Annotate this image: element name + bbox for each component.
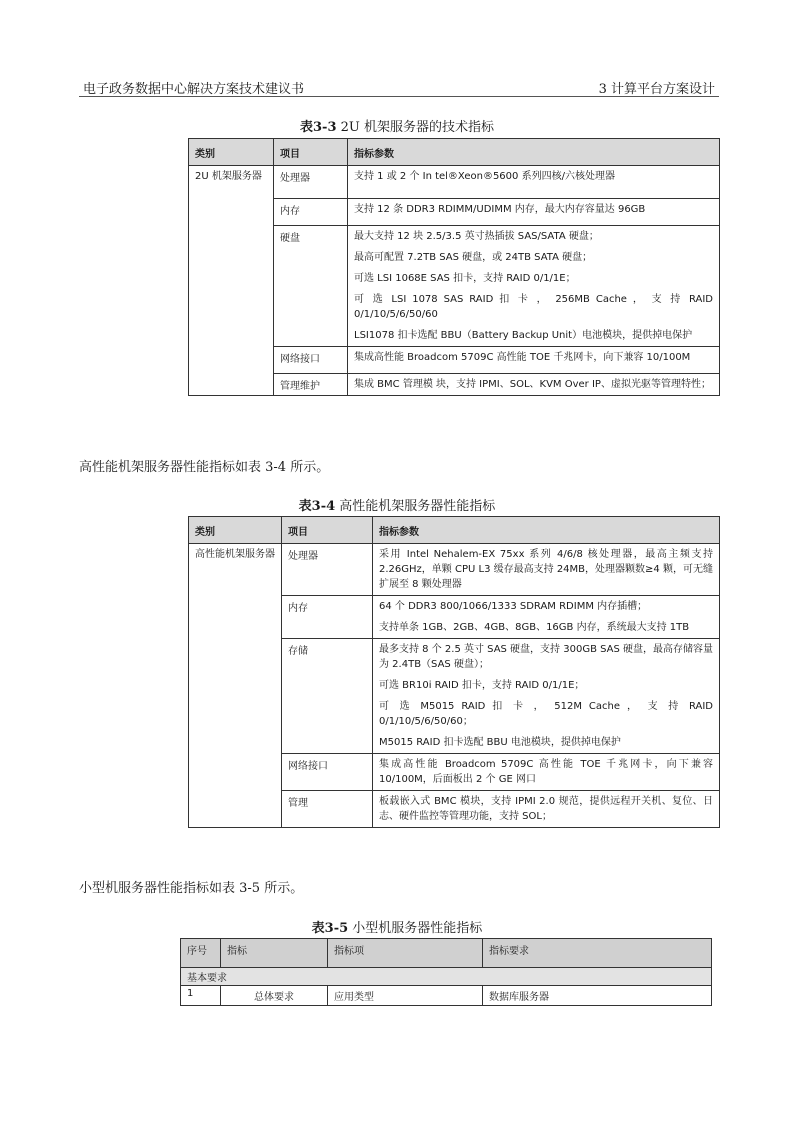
item-cell: 网络接口 [274, 347, 348, 374]
item-cell: 网络接口 [282, 754, 373, 791]
header-params: 指标参数 [373, 517, 720, 544]
item-cell: 内存 [282, 596, 373, 639]
requirement-cell: 数据库服务器 [483, 986, 712, 1006]
param-line: 支持 12 条 DDR3 RDIMM/UDIMM 内存，最大内存容量达 96GB [354, 204, 646, 215]
item-cell: 管理 [282, 791, 373, 828]
params-cell [373, 754, 720, 791]
caption-number: 表3-4 [298, 499, 336, 514]
param-line: 可 选 M5015 RAID 扣 卡 ， 512M Cache ， 支 持 RAID 0/1/10/5/6/50/60； [379, 701, 713, 727]
param-line: 板载嵌入式 BMC 模块，支持 IPMI 2.0 规范，提供远程开关机、复位、日志、硬件监控等管理功能，支持 SOL； [379, 796, 713, 822]
param-line: 最多支持 8 个 2.5 英寸 SAS 硬盘，支持 300GB SAS 硬盘，最高存储容量为 2.4TB（SAS 硬盘）； [379, 644, 714, 670]
item-cell: 管理维护 [274, 374, 348, 396]
table-3-4 [188, 516, 720, 828]
caption-text: 2U 机架服务器的技术指标 [336, 120, 494, 135]
category-cell: 高性能机架服务器 [189, 544, 282, 828]
indicator-cell: 总体要求 [221, 986, 328, 1006]
table-3-3-caption [0, 116, 794, 135]
header-document-title: 电子政务数据中心解决方案技术建议书 [83, 82, 305, 97]
param-line: 采用 Intel Nehalem-EX 75xx 系列 4/6/8 核处理器，最高主频支持 2.26GHz，单颗 CPU L3 缓存最高支持 24MB，处理器颗数≥4 颗，可无缝扩展至 8 颗处理器 [379, 549, 713, 590]
params-cell [373, 596, 720, 639]
header-indicator-item: 指标项 [328, 939, 483, 968]
table-3-4-caption [0, 495, 794, 514]
caption-text: 小型机服务器性能指标 [348, 921, 483, 936]
param-line: 集成 BMC 管理模 块，支持 IPMI、SOL、KVM Over IP、虚拟光驱等管理特性； [354, 379, 711, 390]
header-requirement: 指标要求 [483, 939, 712, 968]
page-header [79, 78, 719, 97]
table-row [189, 166, 720, 199]
header-chapter-title: 3 计算平台方案设计 [598, 82, 715, 97]
params-cell [348, 226, 720, 347]
param-line: M5015 RAID 扣卡选配 BBU 电池模块，提供掉电保护 [379, 737, 621, 748]
caption-number: 表3-3 [300, 120, 337, 135]
params-cell [348, 374, 720, 396]
params-cell [373, 544, 720, 596]
item-cell: 硬盘 [274, 226, 348, 347]
params-cell [348, 199, 720, 226]
header-item: 项目 [274, 139, 348, 166]
section-basic-requirements: 基本要求 [181, 968, 712, 986]
caption-number: 表3-5 [311, 921, 349, 936]
table-3-5 [180, 938, 712, 1006]
header-category: 类别 [189, 517, 282, 544]
header-no: 序号 [181, 939, 221, 968]
param-line: 支持单条 1GB、2GB、4GB、8GB、16GB 内存，系统最大支持 1TB [379, 622, 690, 633]
params-cell [348, 166, 720, 199]
category-cell: 2U 机架服务器 [189, 166, 274, 396]
param-line: 可 选 LSI 1078 SAS RAID 扣 卡 ， 256MB Cache ， 支 持 RAID 0/1/10/5/6/50/60 [354, 294, 713, 320]
paragraph-table-3-5-intro: 小型机服务器性能指标如表 3-5 所示。 [79, 881, 304, 896]
table-row [189, 544, 720, 596]
params-cell [348, 347, 720, 374]
params-cell [373, 791, 720, 828]
table-header-row [189, 139, 720, 166]
paragraph-table-3-4-intro: 高性能机架服务器性能指标如表 3-4 所示。 [79, 460, 330, 475]
row-number: 1 [181, 986, 221, 1006]
section-row [181, 968, 712, 986]
indicator-item-cell: 应用类型 [328, 986, 483, 1006]
param-line: 最高可配置 7.2TB SAS 硬盘，或 24TB SATA 硬盘； [354, 252, 593, 263]
item-cell: 处理器 [274, 166, 348, 199]
param-line: 可选 LSI 1068E SAS 扣卡，支持 RAID 0/1/1E； [354, 273, 576, 284]
param-line: LSI1078 扣卡选配 BBU（Battery Backup Unit）电池模块，提供掉电保护 [354, 330, 693, 341]
params-cell [373, 639, 720, 754]
header-category: 类别 [189, 139, 274, 166]
param-line: 支持 1 或 2 个 In tel®Xeon®5600 系列四核/六核处理器 [354, 171, 615, 182]
table-3-5-caption [0, 917, 794, 936]
param-line: 集成高性能 Broadcom 5709C 高性能 TOE 千兆网卡，向下兼容 10/100M [354, 352, 691, 363]
param-line: 集成高性能 Broadcom 5709C 高性能 TOE 千兆网卡，向下兼容 10/100M，后面板出 2 个 GE 网口 [379, 759, 713, 785]
item-cell: 存储 [282, 639, 373, 754]
header-indicator: 指标 [221, 939, 328, 968]
table-header-row [181, 939, 712, 968]
header-params: 指标参数 [348, 139, 720, 166]
param-line: 64 个 DDR3 800/1066/1333 SDRAM RDIMM 内存插槽； [379, 601, 648, 612]
table-3-3 [188, 138, 720, 396]
item-cell: 内存 [274, 199, 348, 226]
item-cell: 处理器 [282, 544, 373, 596]
header-item: 项目 [282, 517, 373, 544]
caption-text: 高性能机架服务器性能指标 [335, 499, 496, 514]
table-header-row [189, 517, 720, 544]
param-line: 最大支持 12 块 2.5/3.5 英寸热插拔 SAS/SATA 硬盘； [354, 231, 599, 242]
table-row [181, 986, 712, 1006]
param-line: 可选 BR10i RAID 扣卡，支持 RAID 0/1/1E； [379, 680, 585, 691]
